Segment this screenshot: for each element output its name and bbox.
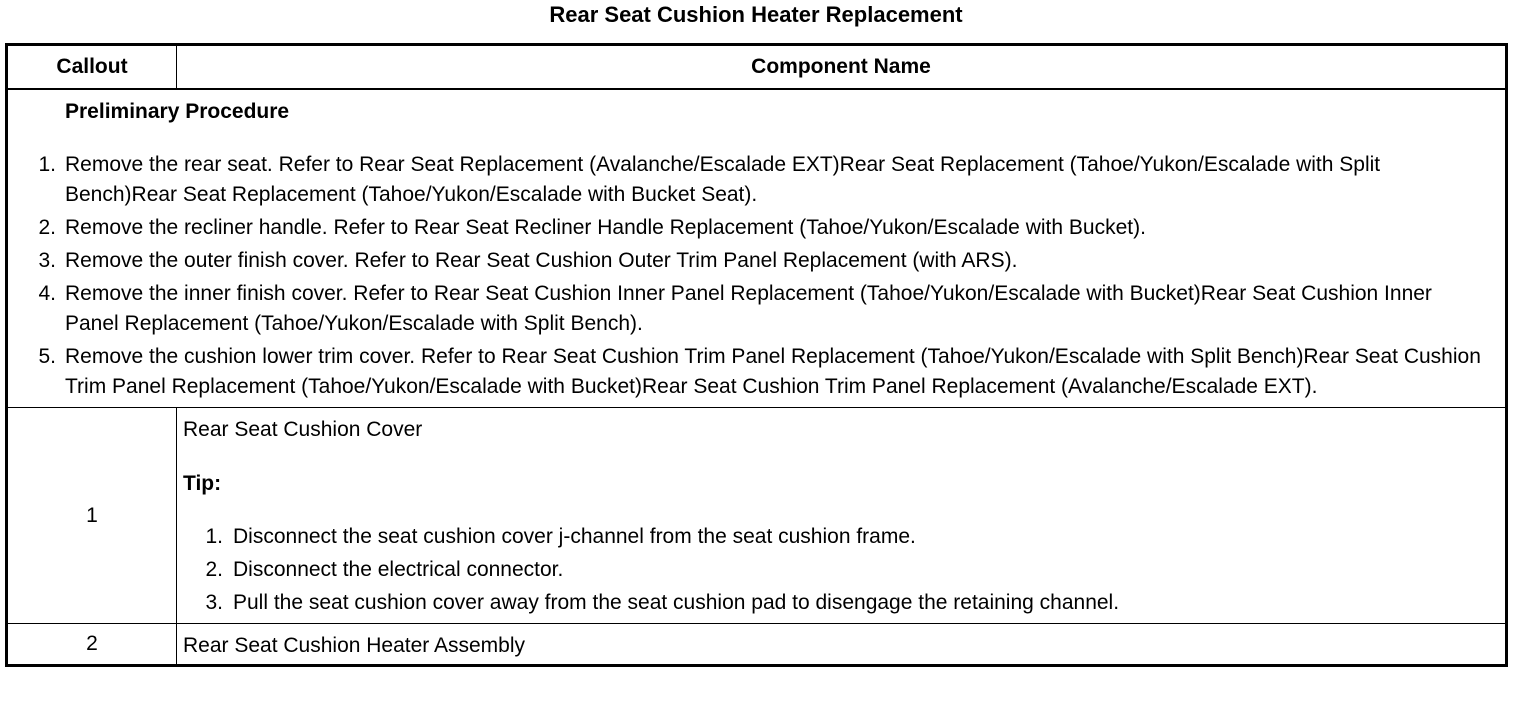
step-number: 1.	[205, 525, 223, 548]
preliminary-step	[28, 150, 1485, 210]
step-number: 3.	[205, 591, 223, 614]
component-name: Rear Seat Cushion Heater Assembly	[183, 634, 525, 657]
step-text: Disconnect the seat cushion cover j-channel from the seat cushion frame.	[233, 525, 916, 548]
tip-label: Tip:	[183, 472, 222, 495]
callout-number: 2	[7, 624, 177, 666]
preliminary-step	[28, 342, 1485, 402]
step-text: Remove the outer finish cover. Refer to Rear Seat Cushion Outer Trim Panel Replacement (with ARS).	[65, 249, 1018, 272]
preliminary-step	[28, 213, 1485, 243]
callout-number: 1	[7, 408, 177, 624]
step-number: 1.	[38, 153, 56, 176]
tip-steps-list	[183, 522, 1499, 618]
table-row	[7, 408, 1507, 624]
tip-step	[183, 588, 1499, 618]
preliminary-procedure-cell	[7, 89, 1507, 408]
step-text: Remove the cushion lower trim cover. Refer to Rear Seat Cushion Trim Panel Replacement (Tahoe/Yukon/Escalade with Split Bench)Rear Seat Cushion Trim Panel Replacement (Tahoe/Yukon/Escalade with Bucket)Rear Seat Cushion Trim Panel Replacement (Avalanche/Escalade EXT).	[65, 345, 1481, 398]
table-header-row	[7, 45, 1507, 90]
step-text: Remove the rear seat. Refer to Rear Seat Replacement (Avalanche/Escalade EXT)Rear Seat Replacement (Tahoe/Yukon/Escalade with Split Bench)Rear Seat Replacement (Tahoe/Yukon/Escalade with Bucket Seat).	[65, 153, 1381, 206]
step-text: Disconnect the electrical connector.	[233, 558, 564, 581]
step-text: Remove the recliner handle. Refer to Rear Seat Recliner Handle Replacement (Tahoe/Yukon/Escalade with Bucket).	[65, 216, 1146, 239]
step-number: 4.	[38, 282, 56, 305]
tip-step	[183, 555, 1499, 585]
table-row	[7, 624, 1507, 666]
step-text: Pull the seat cushion cover away from the seat cushion pad to disengage the retaining channel.	[233, 591, 1120, 614]
preliminary-step	[28, 246, 1485, 276]
component-name-cell	[177, 624, 1507, 666]
step-number: 2.	[205, 558, 223, 581]
component-name-cell	[177, 408, 1507, 624]
component-name: Rear Seat Cushion Cover	[183, 418, 423, 441]
tip-step	[183, 522, 1499, 552]
preliminary-step	[28, 279, 1485, 339]
preliminary-steps-list	[28, 150, 1485, 402]
step-number: 2.	[38, 216, 56, 239]
component-table	[5, 43, 1508, 667]
callout-header: Callout	[7, 45, 177, 90]
step-number: 3.	[38, 249, 56, 272]
step-text: Remove the inner finish cover. Refer to Rear Seat Cushion Inner Panel Replacement (Tahoe/Yukon/Escalade with Bucket)Rear Seat Cushion Inner Panel Replacement (Tahoe/Yukon/Escalade with Split Bench).	[65, 282, 1432, 335]
preliminary-row	[7, 89, 1507, 408]
page-title: Rear Seat Cushion Heater Replacement	[549, 2, 963, 27]
step-number: 5.	[38, 345, 56, 368]
preliminary-procedure-heading: Preliminary Procedure	[65, 100, 290, 123]
component-name-header: Component Name	[177, 45, 1507, 90]
